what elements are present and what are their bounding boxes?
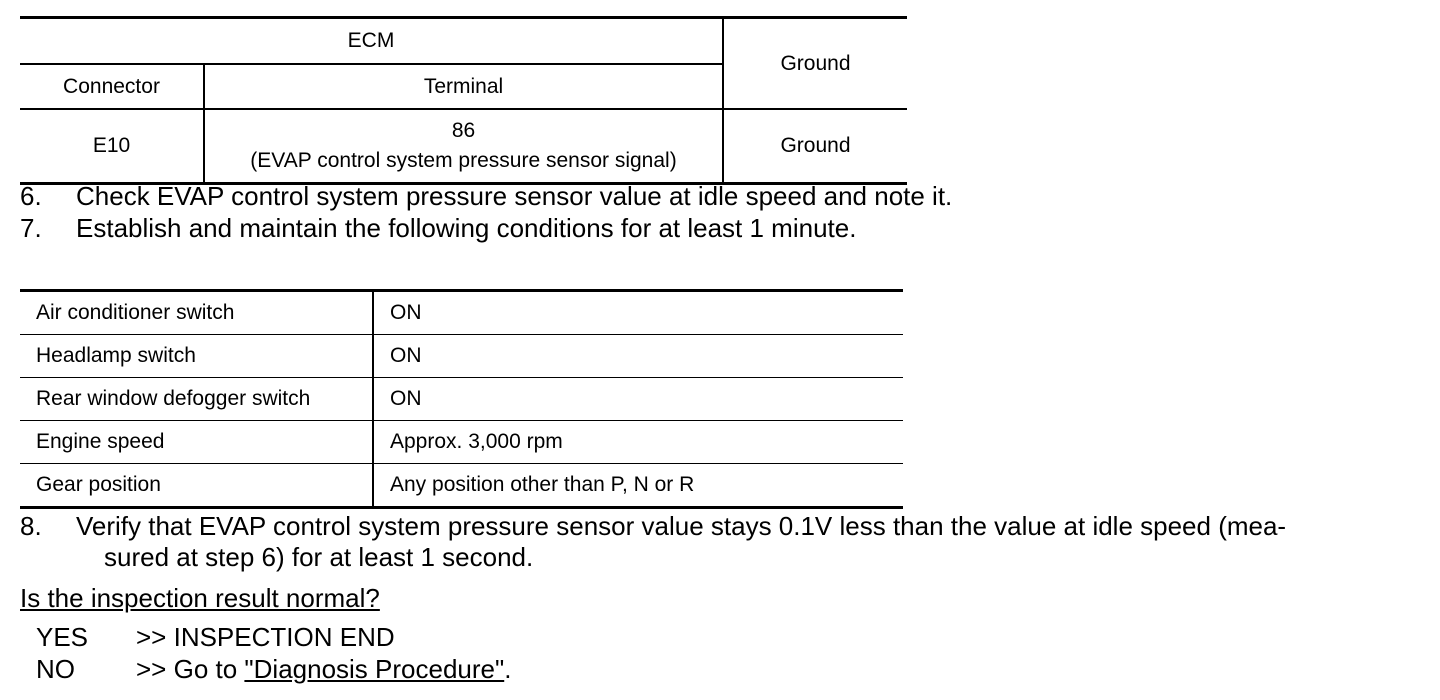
step-7 <box>20 213 856 244</box>
step-text-continued: sured at step 6) for at least 1 second. <box>104 542 534 572</box>
terminal-number: 86 <box>451 119 476 142</box>
diagnosis-procedure-link[interactable]: "Diagnosis Procedure" <box>244 654 505 684</box>
answer-no <box>36 654 511 685</box>
step-text: Establish and maintain the following conditions for at least 1 minute. <box>76 213 857 243</box>
answer-prefix: >> Go to <box>136 654 245 684</box>
condition-value: Approx. 3,000 rpm <box>373 421 903 464</box>
answer-key: YES <box>36 622 89 652</box>
condition-item: Air conditioner switch <box>20 291 373 335</box>
step-text: Verify that EVAP control system pressure sensor value stays 0.1V less than the value at idle speed (mea- <box>76 511 1287 541</box>
answer-text: >> INSPECTION END <box>136 622 395 652</box>
condition-item: Headlamp switch <box>20 335 373 378</box>
condition-item: Rear window defogger switch <box>20 378 373 421</box>
condition-value: ON <box>373 378 903 421</box>
answer-suffix: . <box>504 654 512 684</box>
terminal-header: Terminal <box>204 64 723 109</box>
condition-value: ON <box>373 335 903 378</box>
conditions-table <box>20 289 903 509</box>
step-6 <box>20 181 952 212</box>
condition-item: Gear position <box>20 464 373 508</box>
ground-cell: Ground <box>780 134 851 157</box>
ecm-header: ECM <box>20 18 723 65</box>
answer-yes <box>36 622 395 653</box>
ecm-terminal-table <box>20 16 907 185</box>
table-row <box>20 335 903 378</box>
step-8 <box>20 511 1286 573</box>
condition-value: Any position other than P, N or R <box>373 464 903 508</box>
connector-cell: E10 <box>20 109 204 184</box>
step-number: 8. <box>20 511 42 541</box>
answer-key: NO <box>36 654 75 684</box>
table-row <box>20 378 903 421</box>
table-row <box>20 291 903 335</box>
terminal-description: (EVAP control system pressure sensor signal) <box>250 149 677 172</box>
table-row <box>20 421 903 464</box>
step-text: Check EVAP control system pressure sensor value at idle speed and note it. <box>76 181 953 211</box>
condition-value: ON <box>390 301 422 324</box>
condition-item: Engine speed <box>20 421 373 464</box>
step-number: 6. <box>20 181 42 211</box>
terminal-cell <box>204 109 723 184</box>
inspection-question: Is the inspection result normal? <box>20 583 380 613</box>
ground-header: Ground <box>723 18 907 110</box>
step-number: 7. <box>20 213 42 243</box>
table-row <box>20 464 903 508</box>
connector-header: Connector <box>20 64 204 109</box>
